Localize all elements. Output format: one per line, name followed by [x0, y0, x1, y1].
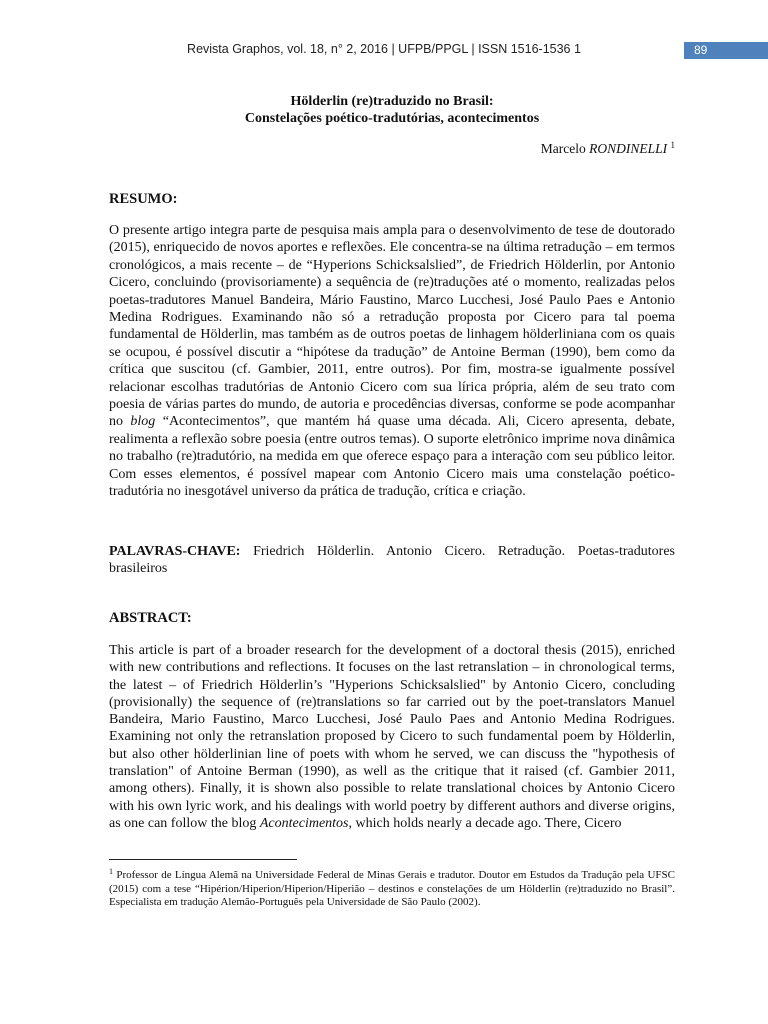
title-line-2: Constelações poético-tradutórias, acontecimentos	[244, 111, 540, 126]
article-title	[109, 93, 675, 127]
resumo-heading: RESUMO:	[109, 191, 178, 207]
abstract-paragraph	[109, 642, 675, 832]
abstract-italic-title: Acontecimentos	[259, 815, 349, 831]
footnote-text: Professor de Língua Alemã na Universidade Federal de Minas Gerais e tradutor. Doutor em Estudos da Tradução pela UFSC (2015) com a tese “Hipérion/Hiperion/Hiperion/Hiperião – destinos e constelações de um Hölderlin (re)traduzido no Brasil”. Especialista em tradução Alemão-Português pela Universidade de São Paulo (2002).	[109, 869, 675, 909]
keywords-text: Friedrich Hölderlin. Antonio Cicero. Retradução. Poetas-tradutores brasileiros	[109, 544, 675, 577]
author-byline	[109, 141, 675, 157]
footnote	[109, 869, 675, 910]
resumo-italic-blog: blog	[130, 414, 156, 430]
page-number-badge: 89	[684, 42, 768, 59]
abstract-text-1: This article is part of a broader research for the development of a doctoral thesis (2015), enriched with new contributions and reflections. It focuses on the last retranslation – in chronological terms, the latest – of Friedrich Hölderlin’s "Hyperions Schicksalslied" by Antonio Cicero, concluding (provisionally) the sequence of (re)translations so far carried out by the poet-translators Manuel Bandeira, Mario Faustino, Marco Lucchesi, José Paulo Paes and Antonio Medina Rodrigues. Examining not only the retranslation proposed by Cicero to such fundamental poem by Hölderlin, but also other hölderlinian line of poets with whom he served, we can discuss the "hypothesis of translation" of Antoine Berman (1990), as well as the critique that it raised (cf. Gambier 2011, among others). Finally, it is shown also possible to relate translational choices by Antonio Cicero with his own lyric work, and his dealings with world poetry by different authors and diverse origins, as one can follow the blog	[109, 643, 675, 831]
keywords-label: PALAVRAS-CHAVE:	[109, 544, 241, 559]
resumo-paragraph	[109, 222, 675, 501]
keywords-paragraph	[109, 543, 675, 578]
title-line-1: Hölderlin (re)traduzido no Brasil:	[290, 94, 494, 109]
running-head: Revista Graphos, vol. 18, n° 2, 2016 | UFPB/PPGL | ISSN 1516-1536 1	[187, 42, 581, 56]
author-footnote-marker: 1	[670, 140, 675, 150]
abstract-heading: ABSTRACT:	[109, 610, 192, 626]
resumo-text-2: “Acontecimentos”, que mantém há quase uma década. Ali, Cicero apresenta, debate, realimenta a reflexão sobre poesia (entre outros temas). O suporte eletrônico imprime nova dinâmica no trabalho (re)tradutório, na medida em que oferece espaço para a interação com seu público leitor. Com esses elementos, é possível mapear com Antonio Cicero mais uma constelação poético-tradutória no inesgotável universo da prática de tradução, crítica e criação.	[109, 414, 675, 500]
author-surname: RONDINELLI	[589, 141, 668, 156]
abstract-text-2: , which holds nearly a decade ago. There, Cicero	[348, 815, 622, 831]
author-given-name: Marcelo	[540, 141, 586, 156]
resumo-text-1: O presente artigo integra parte de pesquisa mais ampla para o desenvolvimento de tese de doutorado (2015), enriquecido de novos aportes e reflexões. Ele concentra-se na última retradução – em termos cronológicos, a mais recente – de “Hyperions Schicksalslied”, de Friedrich Hölderlin, por Antonio Cicero, concluindo (provisoriamente) a sequência de (re)traduções até o momento, realizadas pelos poetas-tradutores Manuel Bandeira, Mário Faustino, Marco Lucchesi, José Paulo Paes e Antonio Medina Rodrigues. Examinando não só a retradução proposta por Cicero para tal poema fundamental de Hölderlin, mas também as de outros poetas de linhagem hölderliniana com os quais se ocupou, é possível discutir a “hipótese da tradução” de Antoine Berman (1990), bem como da crítica que suscitou (cf. Gambier, 2011, entre outros). Por fim, mostra-se igualmente possível relacionar escolhas tradutórias de Antonio Cicero com sua lírica própria, além de seu trato com poesia de várias partes do mundo, de autoria e procedências diversas, conforme se pode acompanhar no	[109, 223, 675, 430]
footnote-separator	[109, 859, 297, 860]
footnote-marker: 1	[109, 867, 113, 876]
